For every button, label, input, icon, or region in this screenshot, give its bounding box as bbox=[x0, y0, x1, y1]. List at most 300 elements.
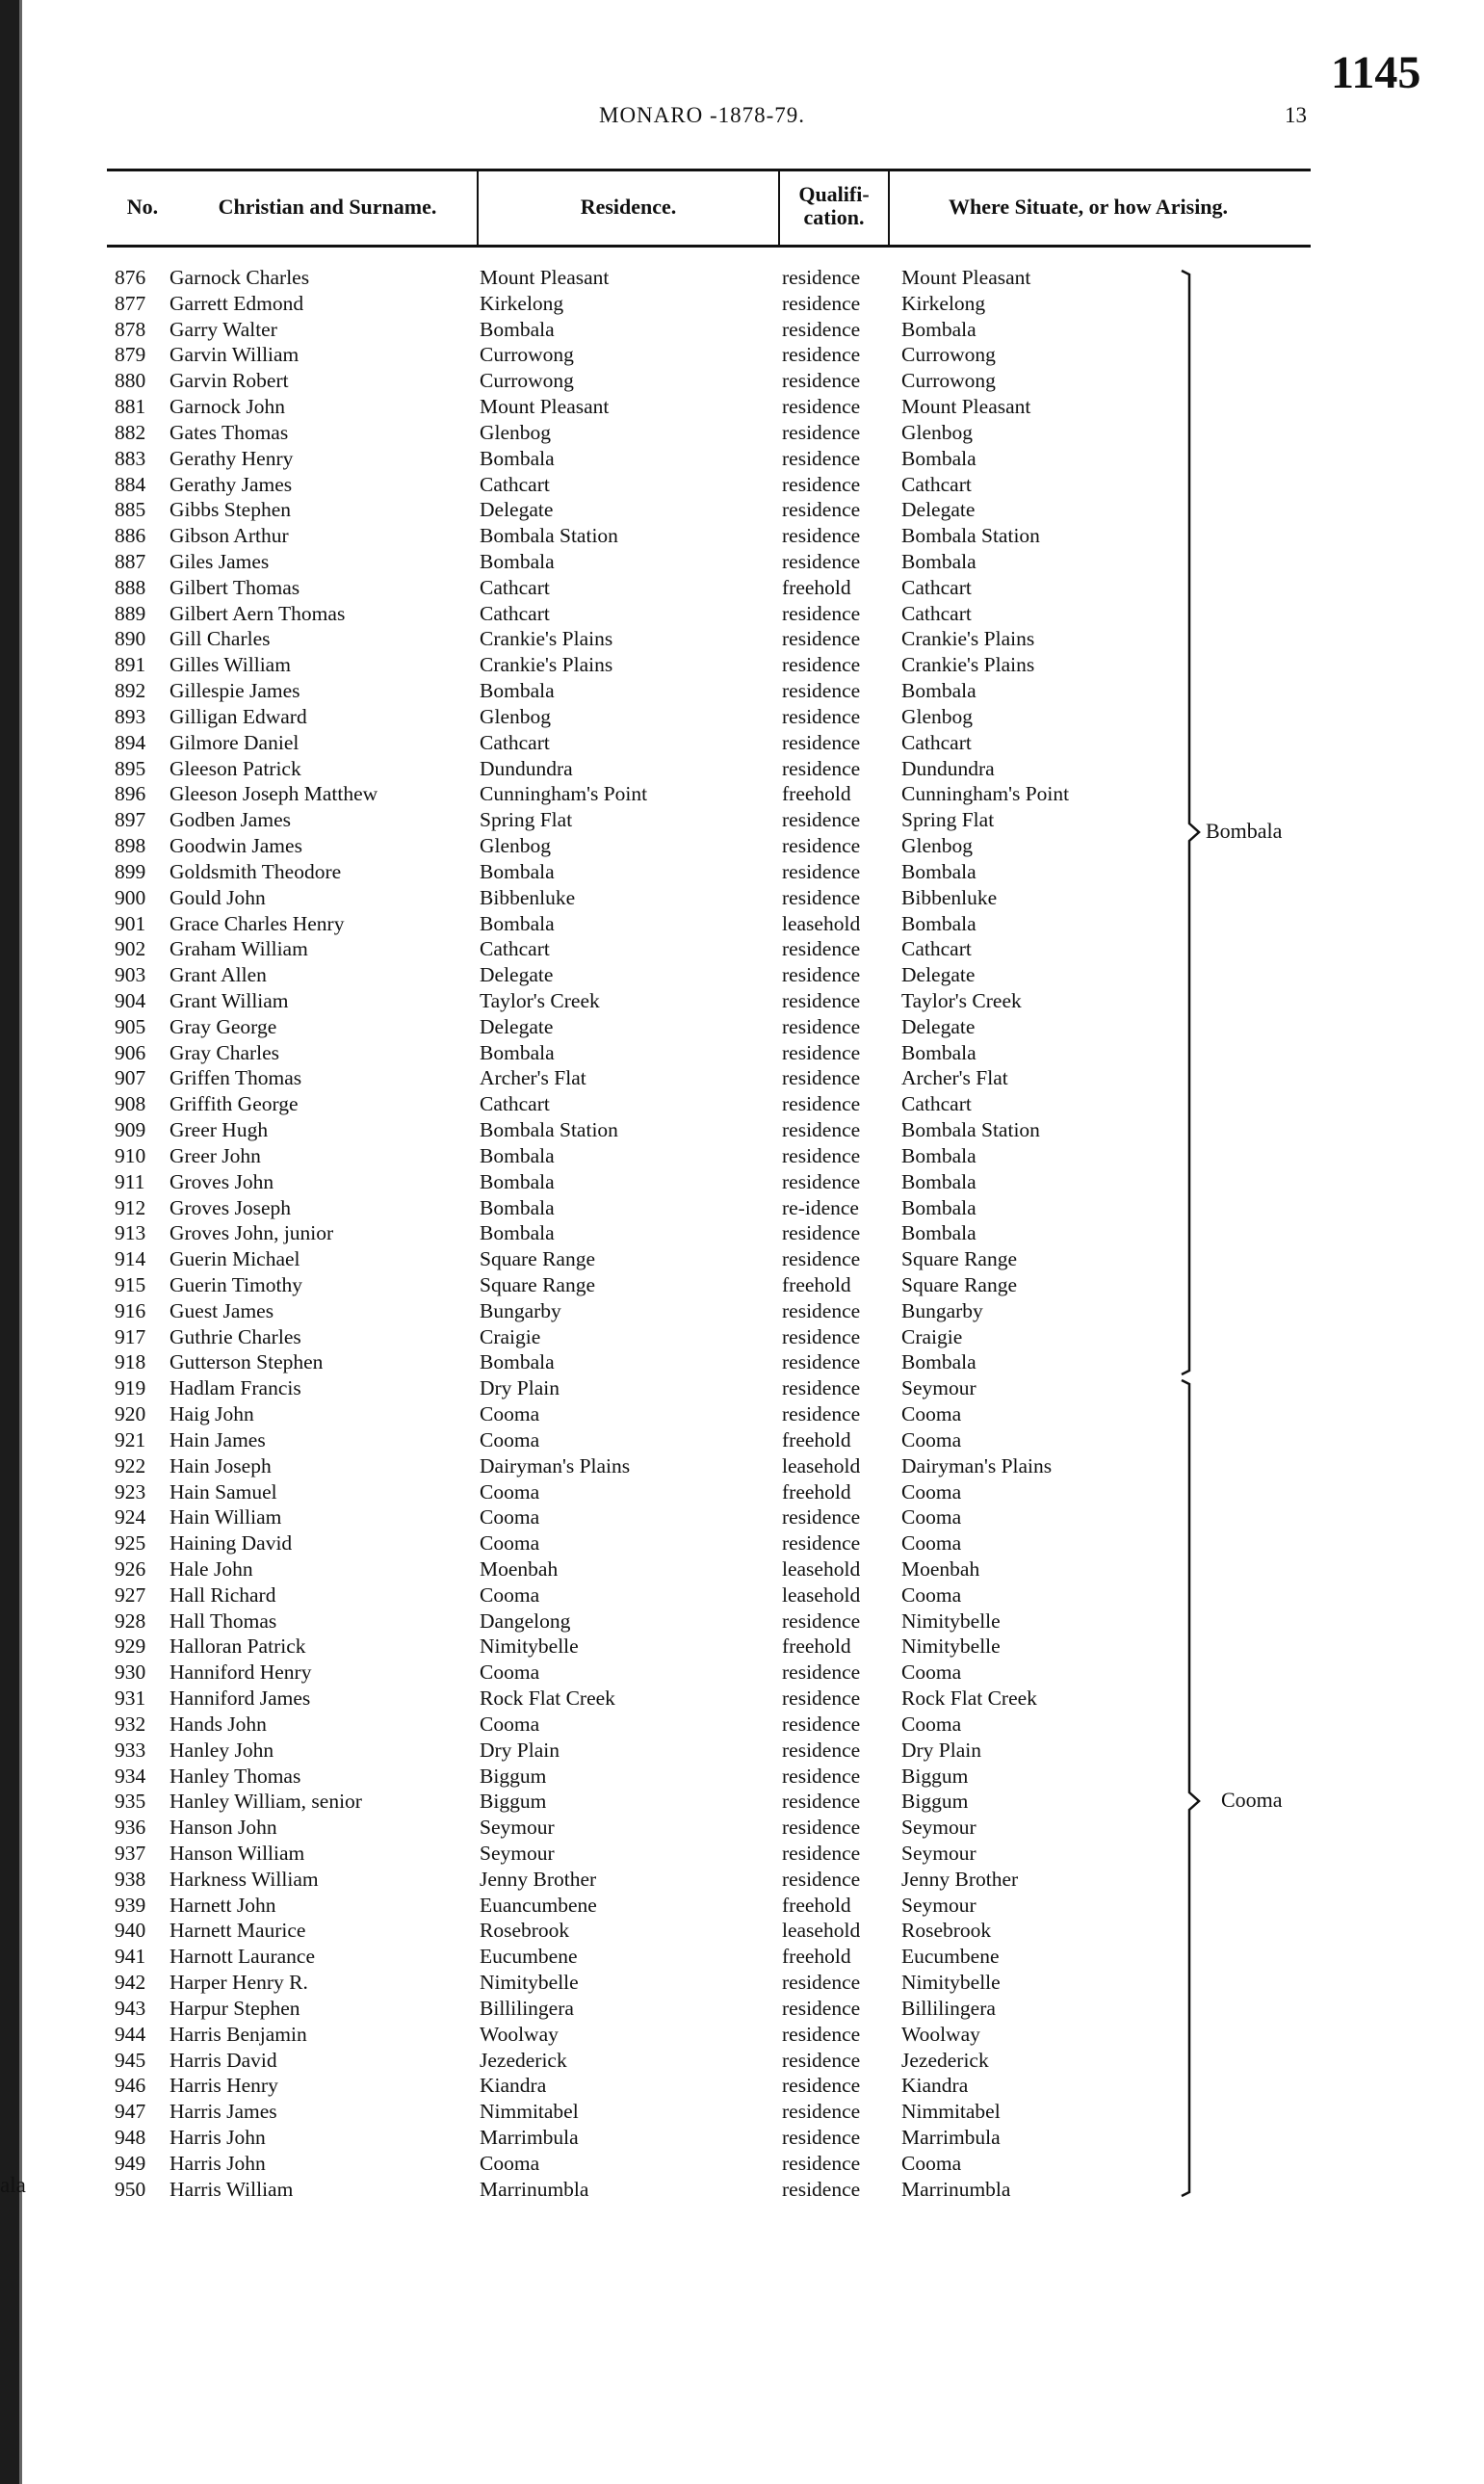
voter-qualification: residence bbox=[782, 395, 861, 419]
folio-number: 13 bbox=[1285, 103, 1307, 127]
qualification-location: Currowong bbox=[901, 343, 996, 367]
qualification-location: Bombala bbox=[901, 859, 976, 883]
voter-residence: Craigie bbox=[480, 1324, 541, 1348]
voter-qualification: residence bbox=[782, 1092, 861, 1116]
voter-qualification: leasehold bbox=[782, 1919, 861, 1943]
entry-number: 915 bbox=[115, 1272, 146, 1296]
qualification-location: Square Range bbox=[901, 1272, 1018, 1296]
qualification-location: Cooma bbox=[901, 1582, 962, 1607]
voter-name: Guerin Michael bbox=[169, 1247, 300, 1271]
voter-residence: Marrinumbla bbox=[480, 2177, 589, 2201]
voter-name: Gilbert Thomas bbox=[169, 575, 300, 599]
voter-residence: Glenbog bbox=[480, 834, 552, 858]
voter-residence: Nimmitabel bbox=[480, 2100, 579, 2124]
entry-number: 890 bbox=[115, 627, 146, 651]
voter-qualification: residence bbox=[782, 2126, 861, 2150]
voter-qualification: residence bbox=[782, 420, 861, 444]
voter-residence: Bombala bbox=[480, 550, 555, 574]
entry-number: 900 bbox=[115, 885, 146, 909]
voter-residence: Bombala bbox=[480, 1169, 555, 1193]
voter-qualification: residence bbox=[782, 1402, 861, 1426]
entry-number: 938 bbox=[115, 1867, 146, 1891]
voter-qualification: residence bbox=[782, 1376, 861, 1400]
qualification-location: Marrimbula bbox=[901, 2126, 1001, 2150]
entry-number: 913 bbox=[115, 1221, 146, 1245]
qualification-location: Bombala bbox=[901, 1143, 976, 1167]
voter-qualification: residence bbox=[782, 1066, 861, 1090]
column-header-where: Where Situate, or how Arising. bbox=[948, 195, 1229, 219]
voter-qualification: residence bbox=[782, 1014, 861, 1038]
voter-residence: Cooma bbox=[480, 1582, 540, 1607]
voter-residence: Delegate bbox=[480, 1014, 554, 1038]
entry-number: 949 bbox=[115, 2151, 146, 2175]
qualification-location: Cooma bbox=[901, 1479, 962, 1503]
entry-number: 881 bbox=[115, 395, 146, 419]
voter-qualification: residence bbox=[782, 1996, 861, 2020]
voter-name: Goodwin James bbox=[169, 834, 302, 858]
qualification-location: Bombala Station bbox=[901, 1118, 1040, 1142]
voter-qualification: residence bbox=[782, 1505, 861, 1530]
qualification-location: Bombala bbox=[901, 446, 976, 470]
entry-number: 886 bbox=[115, 524, 146, 548]
column-divider bbox=[888, 171, 890, 245]
voter-name: Harnett Maurice bbox=[169, 1919, 306, 1943]
entry-number: 929 bbox=[115, 1634, 146, 1659]
voter-qualification: freehold bbox=[782, 575, 851, 599]
voter-qualification: freehold bbox=[782, 1945, 851, 1969]
voter-residence: Euancumbene bbox=[480, 1893, 597, 1917]
voter-name: Harpur Stephen bbox=[169, 1996, 300, 2020]
voter-name: Gates Thomas bbox=[169, 420, 289, 444]
entry-number: 895 bbox=[115, 756, 146, 780]
voter-residence: Bombala bbox=[480, 446, 555, 470]
qualification-location: Cooma bbox=[901, 1402, 962, 1426]
entry-number: 948 bbox=[115, 2126, 146, 2150]
qualification-location: Dundundra bbox=[901, 756, 995, 780]
entry-number: 945 bbox=[115, 2048, 146, 2072]
voter-residence: Cooma bbox=[480, 1712, 540, 1736]
voter-qualification: re-idence bbox=[782, 1195, 859, 1219]
voter-residence: Currowong bbox=[480, 369, 574, 393]
entry-number: 944 bbox=[115, 2022, 146, 2046]
entry-number: 936 bbox=[115, 1816, 146, 1840]
entry-number: 907 bbox=[115, 1066, 146, 1090]
voter-name: Hanley William, senior bbox=[169, 1790, 362, 1814]
voter-qualification: residence bbox=[782, 1660, 861, 1685]
voter-qualification: residence bbox=[782, 1143, 861, 1167]
voter-name: Hanson William bbox=[169, 1842, 305, 1866]
qualification-location: Cooma bbox=[901, 1660, 962, 1685]
entry-number: 897 bbox=[115, 808, 146, 832]
qualification-location: Currowong bbox=[901, 369, 996, 393]
voter-qualification: freehold bbox=[782, 1634, 851, 1659]
voter-name: Garvin Robert bbox=[169, 369, 289, 393]
voter-qualification: residence bbox=[782, 343, 861, 367]
qualification-location: Cathcart bbox=[901, 472, 972, 496]
voter-qualification: residence bbox=[782, 834, 861, 858]
voter-qualification: freehold bbox=[782, 782, 851, 806]
entry-number: 883 bbox=[115, 446, 146, 470]
voter-residence: Jenny Brother bbox=[480, 1867, 597, 1891]
voter-residence: Bombala bbox=[480, 679, 555, 703]
qualification-location: Rosebrook bbox=[901, 1919, 992, 1943]
entry-number: 930 bbox=[115, 1660, 146, 1685]
qualification-location: Nimmitabel bbox=[901, 2100, 1001, 2124]
voter-name: Godben James bbox=[169, 808, 291, 832]
entry-number: 924 bbox=[115, 1505, 146, 1530]
qualification-location: Kirkelong bbox=[901, 291, 986, 315]
facing-page-fragment: ala bbox=[0, 2173, 26, 2197]
qualification-location: Cathcart bbox=[901, 575, 972, 599]
voter-qualification: leasehold bbox=[782, 1557, 861, 1581]
qualification-location: Glenbog bbox=[901, 420, 974, 444]
voter-residence: Archer's Flat bbox=[480, 1066, 586, 1090]
voter-name: Grant Allen bbox=[169, 963, 267, 987]
voter-residence: Cooma bbox=[480, 1479, 540, 1503]
qualification-location: Cooma bbox=[901, 2151, 962, 2175]
voter-residence: Dangelong bbox=[480, 1608, 571, 1633]
voter-residence: Delegate bbox=[480, 963, 554, 987]
qualification-location: Square Range bbox=[901, 1247, 1018, 1271]
voter-name: Harris Benjamin bbox=[169, 2022, 307, 2046]
voter-qualification: residence bbox=[782, 1350, 861, 1374]
qualification-location: Cathcart bbox=[901, 601, 972, 625]
column-header-name: Christian and Surname. bbox=[218, 195, 437, 219]
voter-residence: Seymour bbox=[480, 1842, 555, 1866]
qualification-location: Crankie's Plains bbox=[901, 653, 1035, 677]
voter-name: Gibbs Stephen bbox=[169, 498, 292, 522]
voter-qualification: residence bbox=[782, 1608, 861, 1633]
voter-residence: Bombala Station bbox=[480, 524, 618, 548]
qualification-location: Cooma bbox=[901, 1531, 962, 1556]
qualification-location: Seymour bbox=[901, 1816, 976, 1840]
qualification-location: Bombala bbox=[901, 1040, 976, 1064]
qualification-location: Seymour bbox=[901, 1842, 976, 1866]
voter-residence: Moenbah bbox=[480, 1557, 559, 1581]
voter-residence: Delegate bbox=[480, 498, 554, 522]
voter-name: Gilmore Daniel bbox=[169, 730, 299, 754]
voter-residence: Square Range bbox=[480, 1247, 596, 1271]
entry-number: 926 bbox=[115, 1557, 146, 1581]
entry-number: 910 bbox=[115, 1143, 146, 1167]
voter-name: Greer Hugh bbox=[169, 1118, 269, 1142]
binding-shadow bbox=[0, 0, 19, 2484]
voter-name: Harnott Laurance bbox=[169, 1945, 316, 1969]
qualification-location: Glenbog bbox=[901, 834, 974, 858]
entry-number: 921 bbox=[115, 1427, 146, 1451]
voter-residence: Crankie's Plains bbox=[480, 653, 613, 677]
entry-number: 947 bbox=[115, 2100, 146, 2124]
voter-name: Hain Joseph bbox=[169, 1453, 272, 1477]
group-label-bombala: Bombala bbox=[1206, 819, 1283, 843]
qualification-location: Spring Flat bbox=[901, 808, 995, 832]
voter-name: Garvin William bbox=[169, 343, 299, 367]
voter-residence: Nimitybelle bbox=[480, 1634, 579, 1659]
page-edge bbox=[19, 0, 22, 2484]
voter-name: Garrett Edmond bbox=[169, 291, 304, 315]
qualification-location: Biggum bbox=[901, 1764, 969, 1788]
qualification-location: Bombala bbox=[901, 911, 976, 935]
entry-number: 912 bbox=[115, 1195, 146, 1219]
qualification-location: Seymour bbox=[901, 1376, 976, 1400]
voter-name: Greer John bbox=[169, 1143, 261, 1167]
voter-qualification: residence bbox=[782, 730, 861, 754]
entry-number: 888 bbox=[115, 575, 146, 599]
voter-residence: Currowong bbox=[480, 343, 574, 367]
voter-name: Guest James bbox=[169, 1298, 274, 1322]
voter-name: Hanley Thomas bbox=[169, 1764, 301, 1788]
group-label-cooma: Cooma bbox=[1221, 1788, 1283, 1812]
entry-number: 891 bbox=[115, 653, 146, 677]
qualification-location: Kiandra bbox=[901, 2074, 969, 2098]
entry-number: 876 bbox=[115, 266, 146, 289]
qualification-location: Cathcart bbox=[901, 937, 972, 961]
voter-residence: Billilingera bbox=[480, 1996, 574, 2020]
voter-qualification: residence bbox=[782, 266, 861, 289]
voter-residence: Bombala bbox=[480, 1195, 555, 1219]
qualification-location: Mount Pleasant bbox=[901, 266, 1031, 289]
voter-name: Harnett John bbox=[169, 1893, 276, 1917]
voter-residence: Cathcart bbox=[480, 575, 550, 599]
voter-qualification: residence bbox=[782, 653, 861, 677]
voter-residence: Bibbenluke bbox=[480, 885, 576, 909]
voter-name: Gutterson Stephen bbox=[169, 1350, 324, 1374]
voter-residence: Cooma bbox=[480, 2151, 540, 2175]
voter-qualification: leasehold bbox=[782, 1582, 861, 1607]
qualification-location: Bibbenluke bbox=[901, 885, 998, 909]
voter-residence: Cooma bbox=[480, 1427, 540, 1451]
voter-qualification: residence bbox=[782, 1169, 861, 1193]
qualification-location: Dairyman's Plains bbox=[901, 1453, 1053, 1477]
entry-number: 911 bbox=[115, 1169, 145, 1193]
voter-residence: Crankie's Plains bbox=[480, 627, 613, 651]
column-header-residence: Residence. bbox=[580, 195, 677, 219]
voter-name: Gray George bbox=[169, 1014, 277, 1038]
voter-qualification: residence bbox=[782, 369, 861, 393]
voter-qualification: residence bbox=[782, 2074, 861, 2098]
voter-name: Gillespie James bbox=[169, 679, 300, 703]
voter-qualification: residence bbox=[782, 1687, 861, 1711]
voter-residence: Glenbog bbox=[480, 704, 552, 728]
voter-name: Garry Walter bbox=[169, 317, 277, 341]
qualification-location: Cooma bbox=[901, 1505, 962, 1530]
entry-number: 904 bbox=[115, 988, 146, 1012]
voter-qualification: residence bbox=[782, 627, 861, 651]
voter-name: Harris James bbox=[169, 2100, 277, 2124]
voter-name: Gill Charles bbox=[169, 627, 271, 651]
voter-name: Hanson John bbox=[169, 1816, 277, 1840]
qualification-location: Nimitybelle bbox=[901, 1971, 1001, 1995]
qualification-location: Delegate bbox=[901, 963, 976, 987]
voter-residence: Dairyman's Plains bbox=[480, 1453, 631, 1477]
entry-number: 928 bbox=[115, 1608, 146, 1633]
voter-residence: Cooma bbox=[480, 1660, 540, 1685]
voter-residence: Bombala Station bbox=[480, 1118, 618, 1142]
qualification-location: Bombala bbox=[901, 1195, 976, 1219]
qualification-location: Seymour bbox=[901, 1893, 976, 1917]
voter-name: Harris John bbox=[169, 2151, 266, 2175]
qualification-location: Delegate bbox=[901, 498, 976, 522]
voter-qualification: residence bbox=[782, 1764, 861, 1788]
voter-name: Garnock Charles bbox=[169, 266, 310, 289]
voter-residence: Rock Flat Creek bbox=[480, 1687, 615, 1711]
entry-number: 946 bbox=[115, 2074, 146, 2098]
voter-qualification: residence bbox=[782, 524, 861, 548]
entry-number: 909 bbox=[115, 1118, 146, 1142]
bombala-brace bbox=[1182, 271, 1199, 1374]
voter-qualification: residence bbox=[782, 988, 861, 1012]
entry-number: 917 bbox=[115, 1324, 146, 1348]
district-braces bbox=[1180, 265, 1218, 2230]
voter-qualification: residence bbox=[782, 291, 861, 315]
column-divider bbox=[477, 171, 479, 245]
entry-number: 894 bbox=[115, 730, 146, 754]
entry-number: 880 bbox=[115, 369, 146, 393]
voter-qualification: residence bbox=[782, 1247, 861, 1271]
voter-name: Gould John bbox=[169, 885, 266, 909]
entry-number: 918 bbox=[115, 1350, 146, 1374]
voter-name: Gibson Arthur bbox=[169, 524, 289, 548]
voter-name: Groves John bbox=[169, 1169, 274, 1193]
cooma-brace bbox=[1182, 1380, 1199, 2196]
voter-qualification: residence bbox=[782, 1738, 861, 1762]
voter-residence: Cathcart bbox=[480, 601, 550, 625]
voter-qualification: residence bbox=[782, 446, 861, 470]
voter-name: Hanniford James bbox=[169, 1687, 311, 1711]
qualification-location: Cathcart bbox=[901, 730, 972, 754]
qualification-location: Rock Flat Creek bbox=[901, 1687, 1037, 1711]
voter-name: Gleeson Joseph Matthew bbox=[169, 782, 378, 806]
qualification-location: Biggum bbox=[901, 1790, 969, 1814]
voter-residence: Bungarby bbox=[480, 1298, 561, 1322]
qualification-location: Eucumbene bbox=[901, 1945, 1000, 1969]
running-head: MONARO -1878-79. bbox=[599, 103, 806, 127]
voter-qualification: residence bbox=[782, 704, 861, 728]
voter-name: Grace Charles Henry bbox=[169, 911, 345, 935]
voter-residence: Eucumbene bbox=[480, 1945, 578, 1969]
voter-qualification: residence bbox=[782, 1118, 861, 1142]
voter-qualification: residence bbox=[782, 317, 861, 341]
voter-name: Hale John bbox=[169, 1557, 253, 1581]
entry-number: 923 bbox=[115, 1479, 146, 1503]
voter-name: Hands John bbox=[169, 1712, 267, 1736]
qualification-location: Nimitybelle bbox=[901, 1608, 1001, 1633]
voter-residence: Cooma bbox=[480, 1531, 540, 1556]
entry-number: 943 bbox=[115, 1996, 146, 2020]
voter-name: Garnock John bbox=[169, 395, 286, 419]
voter-name: Griffith George bbox=[169, 1092, 299, 1116]
qualification-location: Bombala Station bbox=[901, 524, 1040, 548]
column-header-qualification-line2: cation. bbox=[803, 205, 865, 229]
voter-residence: Cathcart bbox=[480, 730, 550, 754]
entry-number: 885 bbox=[115, 498, 146, 522]
voter-name: Gerathy Henry bbox=[169, 446, 294, 470]
entry-number: 889 bbox=[115, 601, 146, 625]
entry-number: 920 bbox=[115, 1402, 146, 1426]
qualification-location: Bombala bbox=[901, 1169, 976, 1193]
voter-name: Hall Thomas bbox=[169, 1608, 277, 1633]
voter-residence: Mount Pleasant bbox=[480, 395, 610, 419]
qualification-location: Crankie's Plains bbox=[901, 627, 1035, 651]
voter-qualification: residence bbox=[782, 1971, 861, 1995]
voter-residence: Biggum bbox=[480, 1790, 547, 1814]
voter-residence: Cathcart bbox=[480, 1092, 550, 1116]
voter-name: Halloran Patrick bbox=[169, 1634, 306, 1659]
entry-number: 940 bbox=[115, 1919, 146, 1943]
voter-residence: Kiandra bbox=[480, 2074, 547, 2098]
voter-name: Hall Richard bbox=[169, 1582, 276, 1607]
qualification-location: Jezederick bbox=[901, 2048, 989, 2072]
entry-number: 922 bbox=[115, 1453, 146, 1477]
voter-name: Haig John bbox=[169, 1402, 254, 1426]
voter-residence: Dry Plain bbox=[480, 1738, 560, 1762]
voter-name: Graham William bbox=[169, 937, 308, 961]
entry-number: 892 bbox=[115, 679, 146, 703]
voter-qualification: residence bbox=[782, 1040, 861, 1064]
entry-number: 937 bbox=[115, 1842, 146, 1866]
entry-number: 905 bbox=[115, 1014, 146, 1038]
voter-qualification: residence bbox=[782, 859, 861, 883]
qualification-location: Taylor's Creek bbox=[901, 988, 1022, 1012]
voter-name: Groves John, junior bbox=[169, 1221, 334, 1245]
voter-qualification: residence bbox=[782, 2100, 861, 2124]
voter-qualification: residence bbox=[782, 1842, 861, 1866]
voter-residence: Bombala bbox=[480, 911, 555, 935]
entry-number: 908 bbox=[115, 1092, 146, 1116]
voter-qualification: leasehold bbox=[782, 911, 861, 935]
qualification-location: Glenbog bbox=[901, 704, 974, 728]
voter-qualification: residence bbox=[782, 1531, 861, 1556]
voter-name: Harris David bbox=[169, 2048, 277, 2072]
entry-number: 942 bbox=[115, 1971, 146, 1995]
entry-number: 887 bbox=[115, 550, 146, 574]
voter-name: Goldsmith Theodore bbox=[169, 859, 342, 883]
voter-residence: Cunningham's Point bbox=[480, 782, 648, 806]
voter-qualification: residence bbox=[782, 885, 861, 909]
column-header-no: No. bbox=[126, 195, 159, 219]
voter-qualification: residence bbox=[782, 1324, 861, 1348]
entry-number: 901 bbox=[115, 911, 146, 935]
voter-name: Harper Henry R. bbox=[169, 1971, 308, 1995]
voter-name: Groves Joseph bbox=[169, 1195, 291, 1219]
voter-qualification: residence bbox=[782, 1221, 861, 1245]
voter-residence: Cooma bbox=[480, 1402, 540, 1426]
entry-number: 906 bbox=[115, 1040, 146, 1064]
qualification-location: Cooma bbox=[901, 1712, 962, 1736]
page-number: 1145 bbox=[1331, 47, 1421, 98]
voter-qualification: residence bbox=[782, 1790, 861, 1814]
entry-number: 877 bbox=[115, 291, 146, 315]
entry-number: 893 bbox=[115, 704, 146, 728]
voter-residence: Spring Flat bbox=[480, 808, 573, 832]
voter-qualification: residence bbox=[782, 2022, 861, 2046]
column-header-qualification bbox=[780, 183, 888, 229]
voter-qualification: residence bbox=[782, 2048, 861, 2072]
voter-name: Gleeson Patrick bbox=[169, 756, 301, 780]
voter-qualification: residence bbox=[782, 1298, 861, 1322]
voter-residence: Bombala bbox=[480, 859, 555, 883]
entry-number: 884 bbox=[115, 472, 146, 496]
entry-number: 899 bbox=[115, 859, 146, 883]
voter-residence: Cathcart bbox=[480, 472, 550, 496]
qualification-location: Bombala bbox=[901, 679, 976, 703]
qualification-location: Bungarby bbox=[901, 1298, 983, 1322]
voter-residence: Glenbog bbox=[480, 420, 552, 444]
voter-name: Harris John bbox=[169, 2126, 266, 2150]
qualification-location: Craigie bbox=[901, 1324, 963, 1348]
entry-number: 879 bbox=[115, 343, 146, 367]
voter-name: Guerin Timothy bbox=[169, 1272, 302, 1296]
